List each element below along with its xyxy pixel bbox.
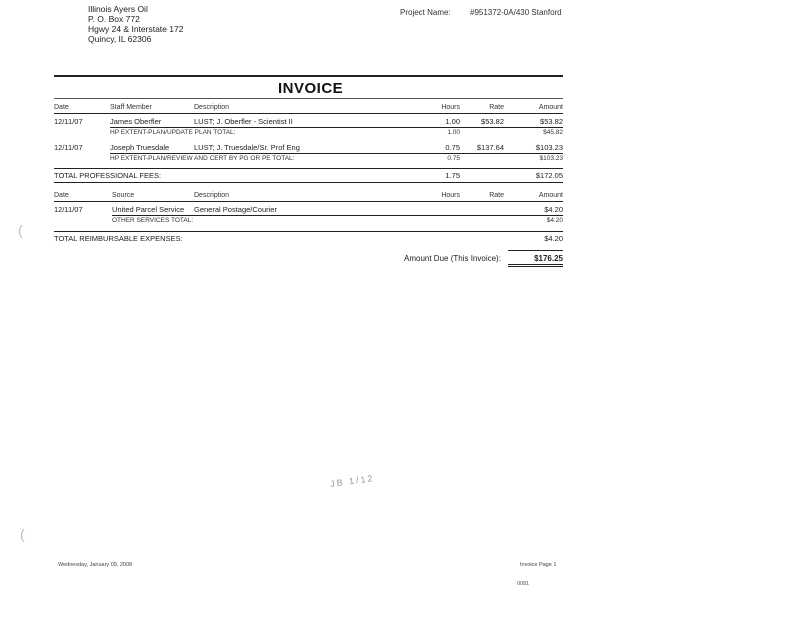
exp-header-underline <box>54 201 563 202</box>
total-professional-label: TOTAL PROFESSIONAL FEES: <box>54 171 162 180</box>
exp-header-rate: Rate <box>489 192 504 199</box>
exp-header-date: Date <box>54 192 69 199</box>
total-professional-rule <box>54 168 563 169</box>
row-1-rate: $53.82 <box>481 117 504 126</box>
address-line-4: Quincy, IL 62306 <box>88 34 152 44</box>
total-professional-amount: $172.05 <box>535 171 563 180</box>
header-underline <box>54 113 563 114</box>
address-line-3: Hgwy 24 & Interstate 172 <box>88 24 184 34</box>
row-2-staff: Joseph Truesdale <box>110 143 170 152</box>
footer-date: Wednesday, January 09, 2008 <box>58 562 133 568</box>
exp-row-1-source: United Parcel Service <box>112 205 185 214</box>
project-name-label: Project Name: <box>400 8 451 17</box>
other-services-rule <box>112 215 563 216</box>
subtotal-2-hours: 0.75 <box>447 155 460 162</box>
subtotal-2-label: HP EXTENT-PLAN/REVIEW AND CERT BY PG OR PE TOTAL: <box>110 155 295 162</box>
exp-header-source: Source <box>112 192 135 199</box>
row-2-amount: $103.23 <box>535 143 563 152</box>
col-header-date: Date <box>54 104 69 111</box>
exp-header-description: Description <box>194 192 230 199</box>
col-header-description: Description <box>194 104 230 111</box>
row-1-staff: James Oberfler <box>110 117 162 126</box>
invoice-title: INVOICE <box>278 80 344 97</box>
amount-due-label: Amount Due (This Invoice): <box>404 254 501 263</box>
row-1-amount: $53.82 <box>540 117 563 126</box>
exp-row-1-description: General Postage/Courier <box>194 205 277 214</box>
top-rule <box>54 75 563 77</box>
col-header-amount: Amount <box>538 104 563 111</box>
row-2-rate: $137.64 <box>476 143 504 152</box>
row-2-description: LUST; J. Truesdale/Sr. Prof Eng <box>194 143 300 152</box>
subtotal-1-amount: $45.82 <box>543 129 563 136</box>
row-1-hours: 1.00 <box>445 117 460 126</box>
amount-due-topline <box>508 250 563 251</box>
punch-hole-mark-top: ( <box>18 222 23 238</box>
row-2-hours: 0.75 <box>445 143 460 152</box>
subtotal-1-rule <box>110 127 563 128</box>
footer-page: Invoice Page 1 <box>520 562 557 568</box>
total-reimbursable-label: TOTAL REIMBURSABLE EXPENSES: <box>54 234 183 243</box>
col-header-staff: Staff Member <box>110 104 152 111</box>
other-services-label: OTHER SERVICES TOTAL: <box>112 217 194 224</box>
other-services-amount: $4.20 <box>546 217 563 224</box>
exp-header-hours: Hours <box>441 192 460 199</box>
row-1-date: 12/11/07 <box>54 117 83 126</box>
handwritten-initials: JB 1/12 <box>329 472 376 490</box>
row-2-date: 12/11/07 <box>54 143 83 152</box>
row-1-description: LUST; J. Oberfler - Scientist II <box>194 117 293 126</box>
exp-row-1-date: 12/11/07 <box>54 205 83 214</box>
amount-due-underline-1 <box>508 264 563 265</box>
total-professional-underline <box>54 182 563 183</box>
exp-row-1-amount: $4.20 <box>544 205 563 214</box>
header-rule <box>54 98 563 99</box>
address-line-1: Illinois Ayers Oil <box>88 4 148 14</box>
subtotal-1-label: HP EXTENT-PLAN/UPDATE PLAN TOTAL: <box>110 129 236 136</box>
exp-header-amount: Amount <box>538 192 563 199</box>
subtotal-2-amount: $103.23 <box>539 155 563 162</box>
amount-due-value: $176.25 <box>534 254 563 263</box>
total-reimbursable-rule <box>54 231 563 232</box>
page-stamp: 0081 <box>517 581 530 587</box>
col-header-rate: Rate <box>489 104 504 111</box>
subtotal-1-hours: 1.00 <box>447 129 460 136</box>
total-reimbursable-amount: $4.20 <box>544 234 563 243</box>
project-name-value: #951372-0A/430 Stanford <box>470 8 562 17</box>
client-address <box>88 4 183 44</box>
total-professional-hours: 1.75 <box>445 171 460 180</box>
col-header-hours: Hours <box>441 104 460 111</box>
address-line-2: P. O. Box 772 <box>88 14 140 24</box>
punch-hole-mark-bottom: ( <box>20 526 25 542</box>
subtotal-2-rule <box>110 153 563 154</box>
amount-due-underline-2 <box>508 266 563 267</box>
